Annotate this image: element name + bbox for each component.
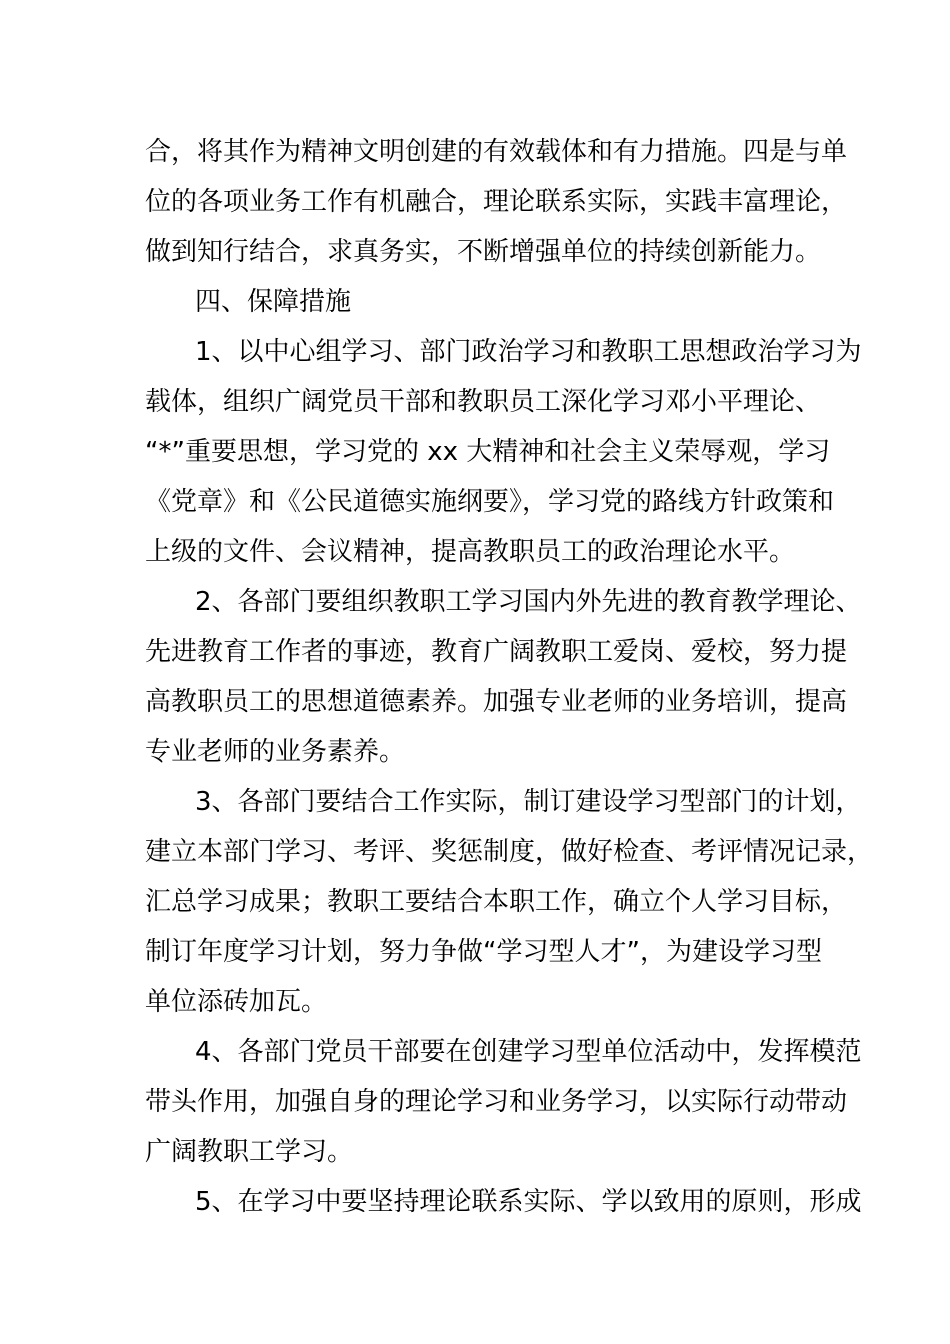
section-heading: 四、保障措施 <box>195 287 352 317</box>
text-line: 3、各部门要结合工作实际，制订建设学习型部门的计划， <box>195 787 862 817</box>
text-line: 广阔教职工学习。 <box>145 1137 354 1167</box>
text-line: 单位添砖加瓦。 <box>145 987 328 1017</box>
text-line: 高教职员工的思想道德素养。加强专业老师的业务培训，提高 <box>145 687 848 717</box>
text-line: 上级的文件、会议精神，提高教职员工的政治理论水平。 <box>145 537 796 567</box>
text-line: 专业老师的业务素养。 <box>145 737 406 767</box>
text-line: 2、各部门要组织教职工学习国内外先进的教育教学理论、 <box>195 587 862 617</box>
text-line: 汇总学习成果；教职工要结合本职工作，确立个人学习目标， <box>145 887 848 917</box>
text-line: 制订年度学习计划，努力争做“学习型人才”，为建设学习型 <box>145 937 822 967</box>
text-line: 做到知行结合，求真务实，不断增强单位的持续创新能力。 <box>145 237 822 267</box>
text-line: 带头作用，加强自身的理论学习和业务学习，以实际行动带动 <box>145 1087 848 1117</box>
text-line: 位的各项业务工作有机融合，理论联系实际，实践丰富理论， <box>145 187 848 217</box>
text-line: 建立本部门学习、考评、奖惩制度，做好检查、考评情况记录， <box>145 837 874 867</box>
text-line: 载体，组织广阔党员干部和教职员工深化学习邓小平理论、 <box>145 387 822 417</box>
text-line: 5、在学习中要坚持理论联系实际、学以致用的原则，形成 <box>195 1187 862 1217</box>
text-line: “*”重要思想，学习党的 xx 大精神和社会主义荣辱观，学习 <box>145 437 831 467</box>
text-line: 合，将其作为精神文明创建的有效载体和有力措施。四是与单 <box>145 137 848 167</box>
text-line: 《党章》和《公民道德实施纲要》，学习党的路线方针政策和 <box>145 487 835 517</box>
text-line: 先进教育工作者的事迹，教育广阔教职工爱岗、爱校，努力提 <box>145 637 848 667</box>
text-line: 4、各部门党员干部要在创建学习型单位活动中，发挥模范 <box>195 1037 862 1067</box>
text-line: 1、以中心组学习、部门政治学习和教职工思想政治学习为 <box>195 337 862 367</box>
